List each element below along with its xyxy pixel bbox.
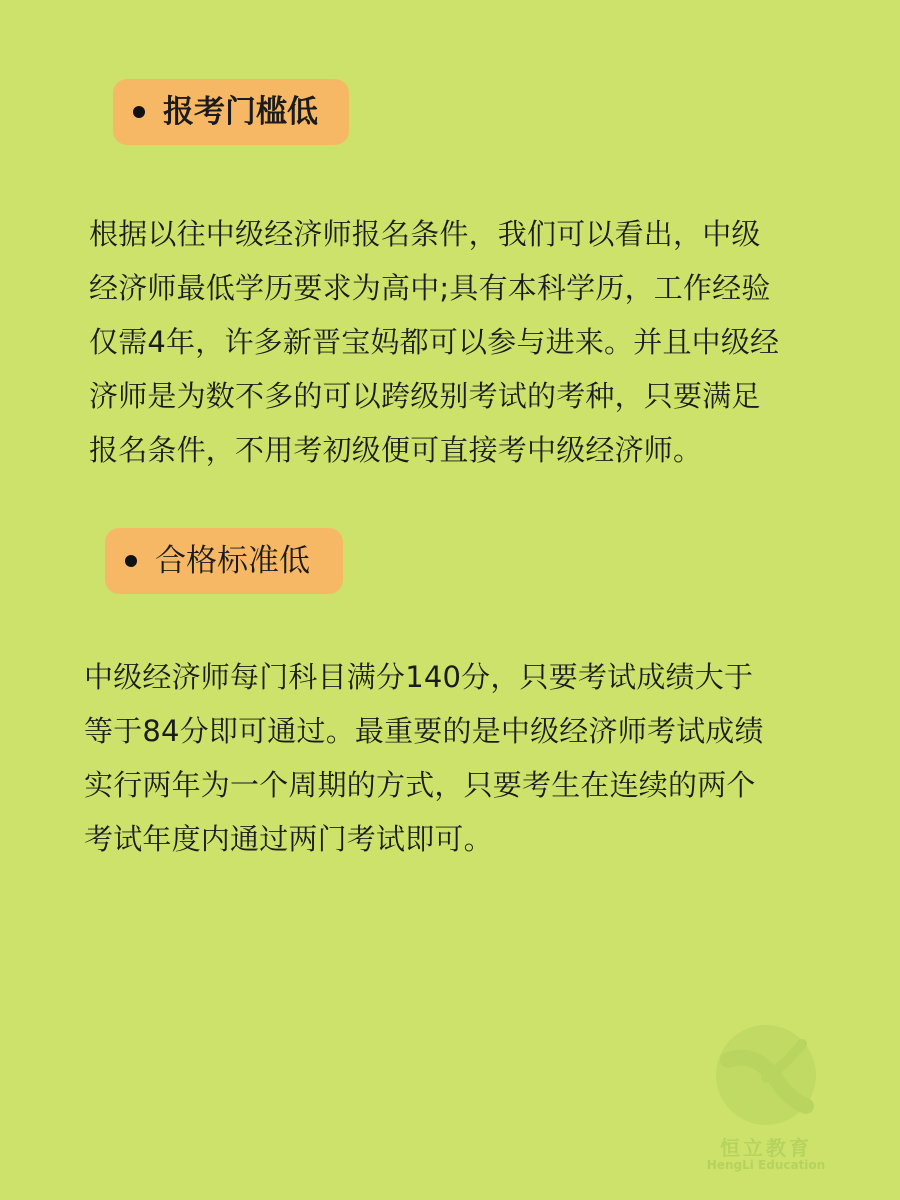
brand-name-en: HengLi Education: [706, 1158, 826, 1172]
section-1-heading: 报考门槛低: [163, 93, 318, 130]
paragraph-line: 实行两年为一个周期的方式，只要考生在连续的两个: [84, 768, 756, 802]
bullet-dot-icon: [125, 555, 137, 567]
section-2-paragraph: [84, 650, 764, 866]
paragraph-line: 等于84分即可通过。最重要的是中级经济师考试成绩: [84, 714, 764, 748]
brand-logo-icon: [706, 1020, 826, 1130]
paragraph-line: 济师是为数不多的可以跨级别考试的考种，只要满足: [89, 379, 761, 413]
section-1-paragraph: [89, 207, 779, 477]
paragraph-line: 报名条件，不用考初级便可直接考中级经济师。: [89, 433, 703, 467]
paragraph-line: 考试年度内通过两门考试即可。: [84, 822, 493, 856]
brand-name-cn: 恒立教育: [720, 1136, 812, 1160]
section-2-heading: 合格标准低: [155, 542, 310, 579]
paragraph-line: 中级经济师每门科目满分140分，只要考试成绩大于: [84, 660, 754, 694]
paragraph-line: 经济师最低学历要求为高中;具有本科学历，工作经验: [89, 271, 771, 305]
bullet-dot-icon: [133, 106, 145, 118]
paragraph-line: 根据以往中级经济师报名条件，我们可以看出，中级: [89, 217, 761, 251]
brand-watermark: [706, 1020, 826, 1180]
section-2-heading-pill: [105, 528, 343, 594]
section-1-heading-pill: [113, 79, 349, 145]
paragraph-line: 仅需4年，许多新晋宝妈都可以参与进来。并且中级经: [89, 325, 780, 359]
